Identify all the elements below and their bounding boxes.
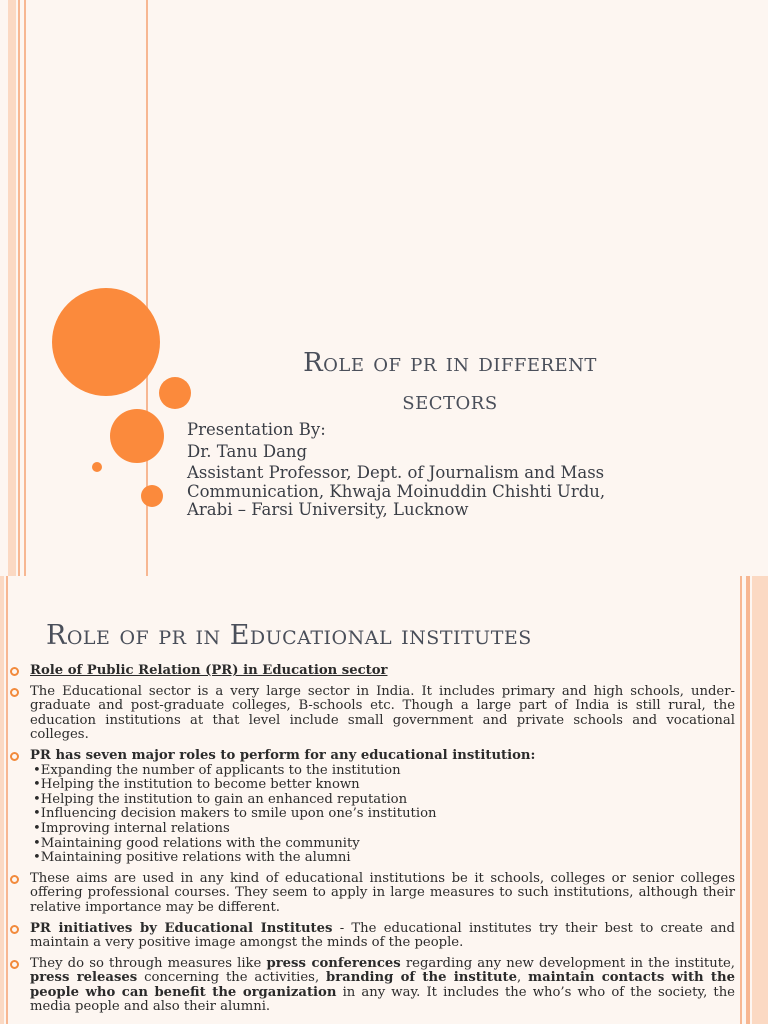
decor-circle-small-2 — [141, 485, 163, 507]
list-item: PR has seven major roles to perform for any educational institution: •Expanding the number of applicants to the institution •Helping the institution to become better known •Helping the institution to gain an enhanced reputation •Influencing decision makers to smile upon one’s institution •Improving internal relations •Maintaining good relations with the community •Maintaining positive relations with the alumni — [10, 749, 735, 866]
stripe — [24, 0, 26, 576]
bullet-icon — [10, 875, 19, 884]
decor-circle-tiny — [92, 462, 102, 472]
presenter-info — [187, 421, 707, 520]
list-item: PR initiatives by Educational Institutes - The educational institutes try their best to create and maintain a very positive image amongst the minds of the people. — [10, 922, 735, 951]
bullet-icon — [10, 752, 19, 761]
decor-circle-small — [159, 377, 191, 409]
affiliation-line: Arabi – Farsi University, Lucknow — [187, 500, 469, 519]
presenter-label: Presentation By: — [187, 420, 326, 439]
slide-title: Role of pr in Educational institutes — [46, 620, 532, 651]
stripe — [746, 576, 750, 1024]
slide-title: Role of pr in different sectors — [303, 348, 597, 416]
bullet-icon — [10, 688, 19, 697]
content-slide — [0, 576, 768, 1024]
role-item: •Influencing decision makers to smile upon one’s institution — [33, 806, 437, 822]
presenter-name: Dr. Tanu Dang — [187, 441, 308, 461]
stripe — [8, 0, 16, 576]
stripe — [752, 576, 768, 1024]
role-item: •Helping the institution to gain an enhanced reputation — [33, 791, 408, 807]
decor-circle-large — [52, 288, 160, 396]
role-item: •Helping the institution to become better known — [33, 777, 360, 793]
affiliation-line: Assistant Professor, Dept. of Journalism and Mass — [187, 463, 605, 482]
role-item: •Maintaining good relations with the community — [33, 835, 360, 851]
list-item: The Educational sector is a very large sector in India. It includes primary and high schools, under-graduate and post-graduate colleges, B-schools etc. Though a large part of India is still rural, the education institutions at that level include small government and private schools and vocational colleges. — [10, 685, 735, 743]
slide-body — [10, 664, 735, 1021]
affiliation-line: Communication, Khwaja Moinuddin Chishti Urdu, — [187, 481, 606, 501]
stripe — [740, 576, 742, 1024]
decor-circle-medium — [110, 409, 164, 463]
bullet-icon — [10, 960, 19, 969]
list-item: They do so through measures like press conferences regarding any new development in the institute, press releases concerning the activities, branding of the institute, maintain contacts with the people who can benefit the organization in any way. It includes the who’s who of the society, the media people and also their alumni. — [10, 957, 735, 1015]
bullet-icon — [10, 925, 19, 934]
stripe — [18, 0, 20, 576]
role-item: •Maintaining positive relations with the alumni — [33, 850, 351, 866]
list-item: These aims are used in any kind of educational institutions be it schools, colleges or senior colleges offering professional courses. They seem to apply in large measures to such institutions, although their relative importance may be different. — [10, 872, 735, 916]
stripe — [6, 576, 8, 1024]
bullet-icon — [10, 667, 19, 676]
role-item: •Expanding the number of applicants to the institution — [33, 762, 401, 778]
stripe — [0, 576, 4, 1024]
role-item: •Improving internal relations — [33, 820, 230, 836]
list-item: Role of Public Relation (PR) in Education sector — [10, 664, 735, 679]
